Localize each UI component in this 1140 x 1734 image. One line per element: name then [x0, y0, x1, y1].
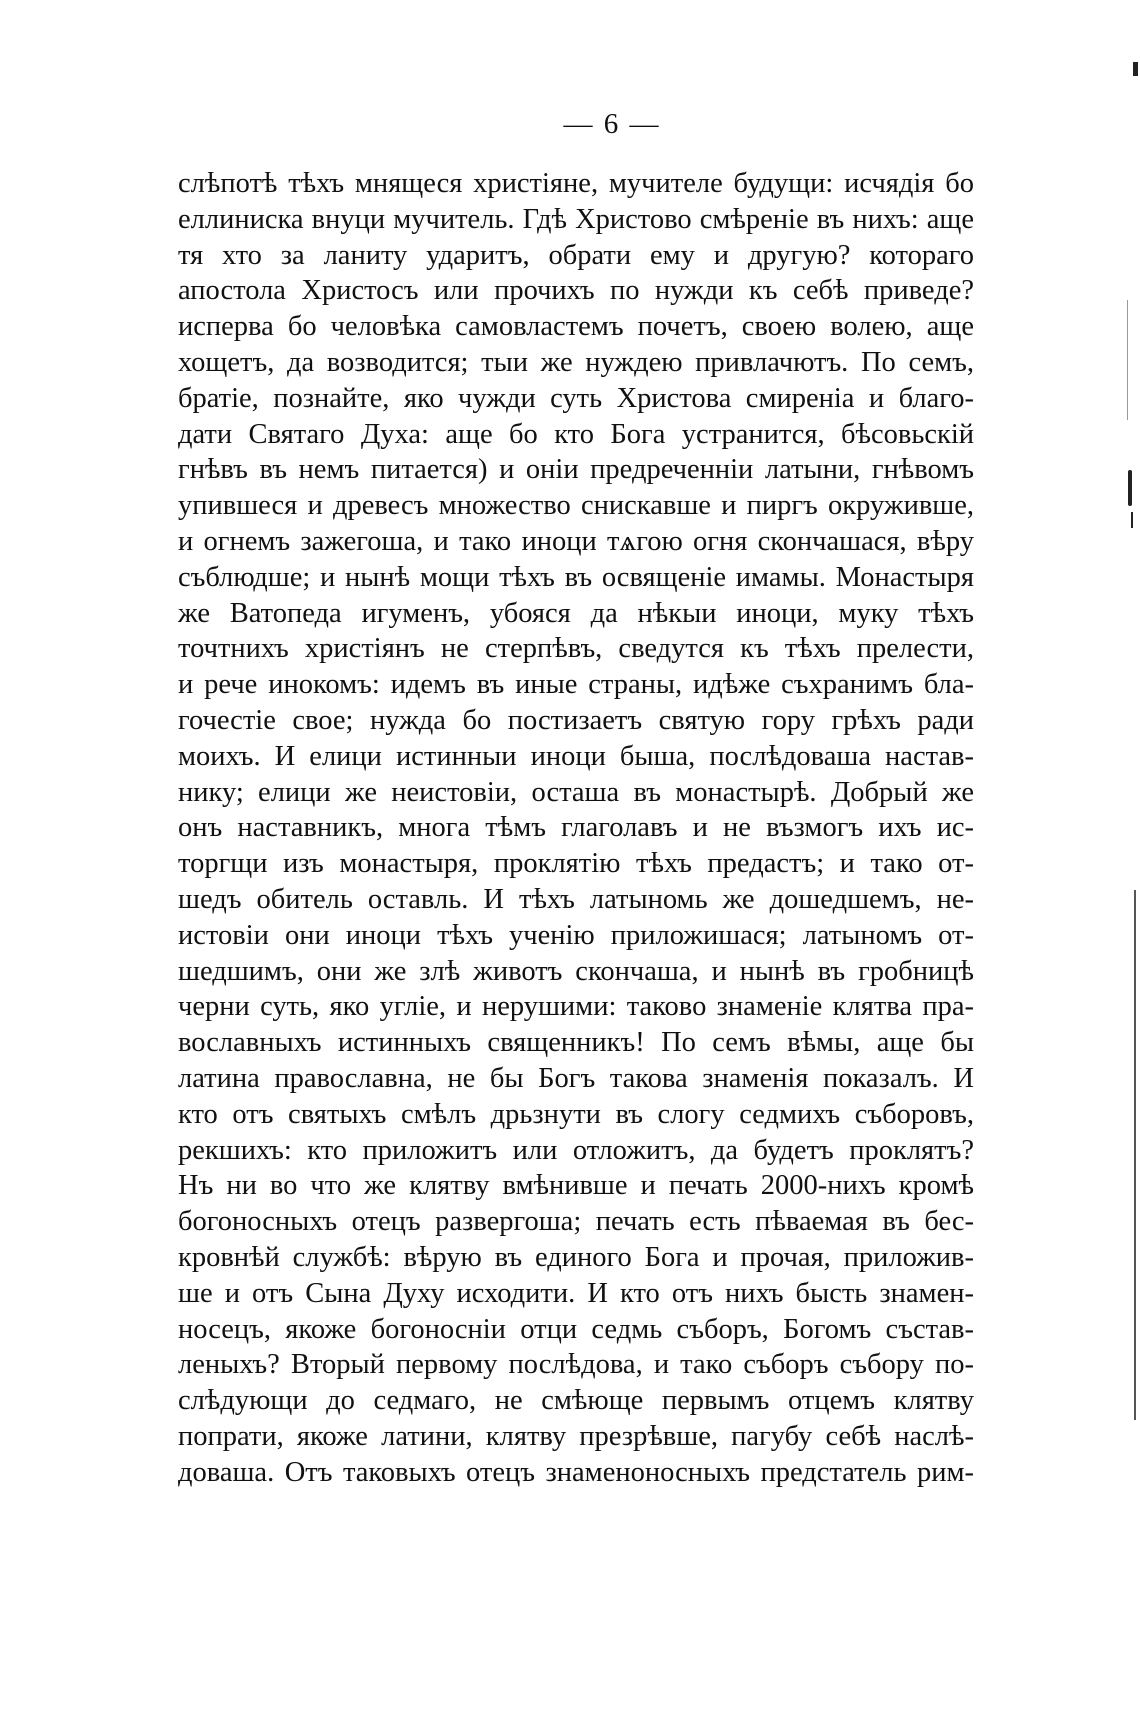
text-line: леныхъ? Вторый первому послѣдова, и тако съборъ събору по- [178, 1349, 974, 1381]
text-line: онъ наставникъ, многа тѣмъ глаголавъ и не възмогъ ихъ ис- [178, 812, 974, 844]
text-line: братіе, познайте, яко чужди суть Христова смиреніа и благо- [178, 382, 974, 414]
text-line: гочестіе свое; нужда бо постизаетъ святую гору грѣхъ ради [178, 704, 974, 736]
scan-artifact [1128, 470, 1132, 506]
text-line: апостола Христосъ или прочихъ по нужди къ себѣ приведе? [178, 275, 974, 307]
scan-artifact [1134, 890, 1136, 1420]
text-line: Нъ ни во что же клятву вмѣнивше и печать 2000-нихъ кромѣ [178, 1170, 974, 1202]
text-line: попрати, якоже латини, клятву презрѣвше, пагубу себѣ наслѣ- [178, 1420, 974, 1452]
scan-artifact [1131, 512, 1133, 528]
text-line: упившеся и древесъ множество снискавше и пиргъ окруживше, [178, 490, 974, 522]
page-body-text [178, 166, 974, 1490]
text-line: рекшихъ: кто приложитъ или отложитъ, да будетъ проклятъ? [178, 1134, 974, 1166]
text-line: вославныхъ истинныхъ священникъ! По семъ вѣмы, аще бы [178, 1027, 974, 1059]
text-line: истовіи они иноци тѣхъ ученію приложишася; латыномъ от- [178, 919, 974, 951]
text-line: съблюдше; и нынѣ мощи тѣхъ въ освященіе имамы. Монастыря [178, 561, 974, 593]
text-line: шедъ обитель оставль. И тѣхъ латыномь же дошедшемъ, не- [178, 883, 974, 915]
scan-artifact [1127, 300, 1128, 420]
text-line: и огнемъ зажегоша, и тако иноци тѧгою огня скончашася, вѣру [178, 525, 974, 557]
text-line: хощетъ, да возводится; тыи же нуждею привлачютъ. По семъ, [178, 346, 974, 378]
text-line: дати Святаго Духа: аще бо кто Бога устранится, бѣсовьскій [178, 418, 974, 450]
text-line: гнѣвъ въ немъ питается) и оніи предреченніи латыни, гнѣвомъ [178, 454, 974, 486]
text-line: нику; елици же неистовіи, осташа въ монастырѣ. Добрый же [178, 776, 974, 808]
text-line: кто отъ святыхъ смѣлъ дрьзнути въ слогу седмихъ съборовъ, [178, 1098, 974, 1130]
text-line: и рече инокомъ: идемъ въ иные страны, идѣже съхранимъ бла- [178, 669, 974, 701]
text-line: еллиниска внуци мучитель. Гдѣ Христово смѣреніе въ нихъ: аще [178, 203, 974, 235]
text-line: же Ватопеда игуменъ, убояся да нѣкыи иноци, муку тѣхъ [178, 597, 974, 629]
text-line: слѣпотѣ тѣхъ мнящеся христіяне, мучителе будущи: исчядія бо [178, 168, 974, 199]
text-line: кровнѣй службѣ: вѣрую въ единого Бога и прочая, приложив- [178, 1241, 974, 1273]
text-line: точтнихъ христіянъ не стерпѣвъ, сведутся къ тѣхъ прелести, [178, 633, 974, 665]
text-line: ше и отъ Сына Духу исходити. И кто отъ нихъ бысть знамен- [178, 1277, 974, 1309]
text-line: богоносныхъ отецъ развергоша; печать есть пѣваемая въ бес- [178, 1206, 974, 1238]
text-line: шедшимъ, они же злѣ животъ скончаша, и нынѣ въ гробницѣ [178, 955, 974, 987]
text-line: тя хто за ланиту ударитъ, обрати ему и другую? котораго [178, 239, 974, 271]
text-line: латина православна, не бы Богъ такова знаменія показалъ. И [178, 1062, 974, 1094]
text-line: исперва бо человѣка самовластемъ почетъ, своею волею, аще [178, 311, 974, 343]
text-line: доваша. Отъ таковыхъ отецъ знаменоносныхъ предстатель рим- [178, 1456, 974, 1488]
text-line: носецъ, якоже богоносніи отци седмь съборъ, Богомъ състав- [178, 1313, 974, 1345]
page-number: — 6 — [563, 108, 661, 140]
scan-artifact [1133, 62, 1138, 76]
text-line: слѣдующи до седмаго, не смѣюще первымъ отцемъ клятву [178, 1385, 974, 1417]
text-line: торгщи изъ монастыря, проклятію тѣхъ предастъ; и тако от- [178, 848, 974, 880]
text-line: моихъ. И елици истинныи иноци быша, послѣдоваша настав- [178, 740, 974, 772]
text-line: черни суть, яко угліе, и нерушими: таково знаменіе клятва пра- [178, 991, 974, 1023]
